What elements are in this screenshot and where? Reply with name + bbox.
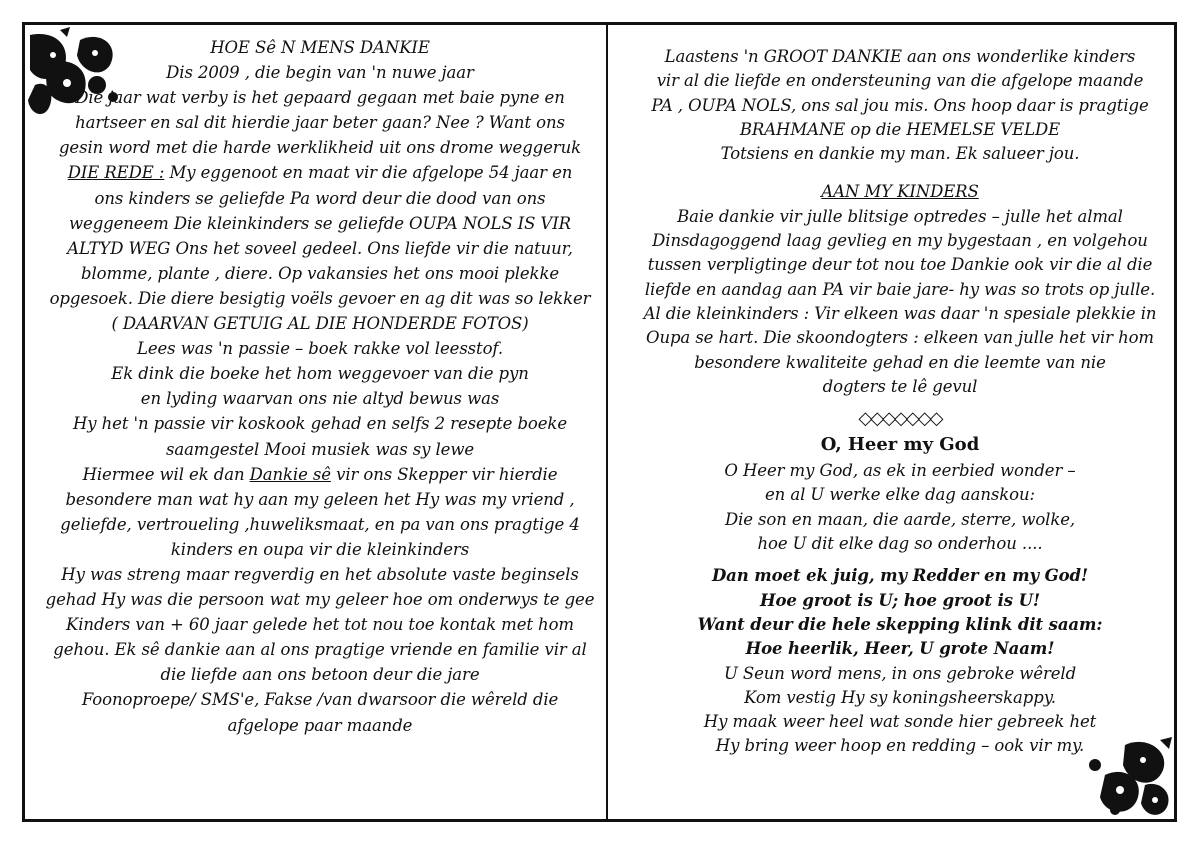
diamond-divider: ◇◇◇◇◇◇◇ <box>858 408 942 430</box>
text-line: en lyding waarvan ons nie altyd bewus was <box>140 389 500 409</box>
text-line: Ek dink die boeke het hom weggevoer van die pyn <box>111 364 529 384</box>
text-line: PA , OUPA NOLS, ons sal jou mis. Ons hoop daar is pragtige <box>651 95 1149 115</box>
text-line: geliefde, vertroueling ,huweliksmaat, en pa van ons pragtige 4 <box>60 514 580 534</box>
text-line: liefde en aandag aan PA vir baie jare- hy was so trots op julle. <box>644 279 1156 299</box>
verse-line: Hy bring weer hoop en redding – ook vir my. <box>715 736 1085 756</box>
text-line: Lees was 'n passie – boek rakke vol leesstof. <box>137 339 503 359</box>
left-page <box>40 35 600 738</box>
text-line-rede <box>40 160 600 185</box>
text-line: Oupa se hart. Die skoondogters : elkeen van julle het vir hom <box>646 328 1154 348</box>
text-line: ( DAARVAN GETUIG AL DIE HONDERDE FOTOS) <box>111 314 529 334</box>
text-line: saamgestel Mooi musiek was sy lewe <box>165 439 475 459</box>
dankie-se-underlined: Dankie sê <box>249 464 331 484</box>
text-line: gesin word met die harde werklikheid uit ons drome weggeruk <box>58 138 582 158</box>
rede-text: My eggenoot en maat vir die afgelope 54 jaar en <box>164 163 573 183</box>
text-line: dogters te lê gevul <box>822 376 978 396</box>
text-line: die liefde aan ons betoon deur die jare <box>160 665 480 685</box>
rede-label: DIE REDE : <box>67 163 165 183</box>
page-title: HOE Sê N MENS DANKIE <box>210 38 430 57</box>
text-line: vir al die liefde en ondersteuning van die afgelope maande <box>656 71 1144 91</box>
text-line: Totsiens en dankie my man. Ek salueer jou. <box>720 144 1080 164</box>
text-line: Dis 2009 , die begin van 'n nuwe jaar <box>166 63 474 83</box>
text-line: Baie dankie vir julle blitsige optredes – julle het almal <box>677 206 1123 226</box>
verse-line: U Seun word mens, in ons gebroke wêreld <box>723 663 1077 683</box>
chorus-line: Dan moet ek juig, my Redder en my God! <box>711 566 1089 586</box>
text-line: gehou. Ek sê dankie aan al ons pragtige vriende en familie vir al <box>53 640 587 660</box>
text-line: hartseer en sal dit hierdie jaar beter gaan? Nee ? Want ons <box>75 113 565 133</box>
text-line-hiermee <box>40 462 600 487</box>
text-line: kinders en oupa vir die kleinkinders <box>170 539 470 559</box>
text-line: Al die kleinkinders : Vir elkeen was daar 'n spesiale plekkie in <box>643 303 1157 323</box>
hiermee-pre: Hiermee wil ek dan <box>82 464 250 484</box>
verse-line: Kom vestig Hy sy koningsheerskappy. <box>744 687 1056 707</box>
text-line: weggeneem Die kleinkinders se geliefde OUPA NOLS IS VIR <box>69 213 571 233</box>
chorus-line: Want deur die hele skepping klink dit saam: <box>697 614 1103 634</box>
text-line: Laastens 'n GROOT DANKIE aan ons wonderlike kinders <box>664 47 1136 66</box>
text-line: besondere kwaliteite gehad en die leemte van nie <box>694 352 1106 372</box>
verse-line: O Heer my God, as ek in eerbied wonder – <box>724 461 1076 481</box>
chorus-line: Hoe heerlik, Heer, U grote Naam! <box>745 639 1055 659</box>
text-line: Kinders van + 60 jaar gelede het tot nou toe kontak met hom <box>66 615 574 635</box>
verse-line: hoe U dit elke dag so onderhou .... <box>757 534 1043 554</box>
kinders-heading: AAN MY KINDERS <box>821 182 979 202</box>
hymn-title: O, Heer my God <box>820 434 980 456</box>
text-line: afgelope paar maande <box>227 715 413 735</box>
text-line: besondere man wat hy aan my geleen het Hy was my vriend , <box>65 489 575 509</box>
hiermee-post: vir ons Skepper vir hierdie <box>330 464 558 484</box>
fold-divider <box>606 22 608 822</box>
text-line: gehad Hy was die persoon wat my geleer hoe om onderwys te gee <box>45 590 595 610</box>
text-line: tussen verpligtinge deur tot nou toe Dankie ook vir die al die <box>647 255 1153 275</box>
text-line: blomme, plante , diere. Op vakansies het ons mooi plekke <box>80 263 560 283</box>
right-page <box>640 45 1160 759</box>
text-line: Die jaar wat verby is het gepaard gegaan met baie pyne en <box>75 88 565 108</box>
text-line: ALTYD WEG Ons het soveel gedeel. Ons liefde vir die natuur, <box>67 238 573 258</box>
text-line: Dinsdagoggend laag gevlieg en my bygestaan , en volgehou <box>652 231 1148 251</box>
text-line: Hy was streng maar regverdig en het absolute vaste beginsels <box>61 564 579 584</box>
verse-line: Hy maak weer heel wat sonde hier gebreek het <box>703 712 1097 732</box>
text-line: ons kinders se geliefde Pa word deur die dood van ons <box>94 188 546 208</box>
text-line: Foonoproepe/ SMS'e, Fakse /van dwarsoor die wêreld die <box>81 690 559 710</box>
verse-line: en al U werke elke dag aanskou: <box>765 485 1035 505</box>
verse-line: Die son en maan, die aarde, sterre, wolke, <box>724 509 1076 529</box>
text-line: Hy het 'n passie vir koskook gehad en selfs 2 resepte boeke <box>72 414 567 434</box>
chorus-line: Hoe groot is U; hoe groot is U! <box>759 590 1041 610</box>
text-line: BRAHMANE op die HEMELSE VELDE <box>739 119 1061 139</box>
text-line: opgesoek. Die diere besigtig voëls gevoer en ag dit was so lekker <box>49 288 591 308</box>
